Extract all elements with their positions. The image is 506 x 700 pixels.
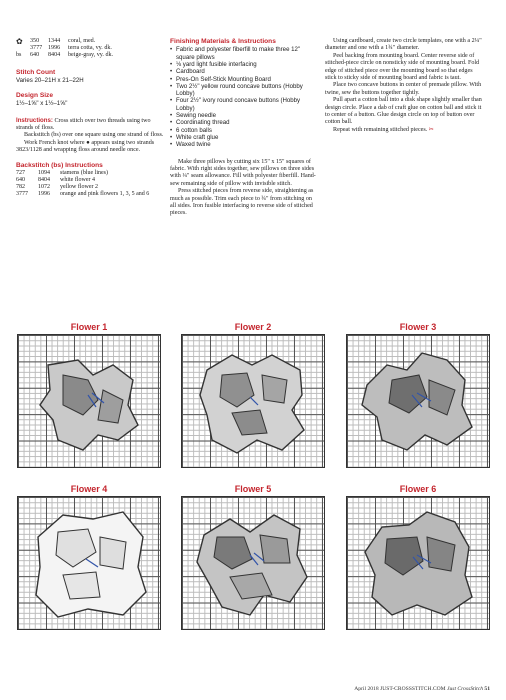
- stitch-grid: [346, 334, 490, 468]
- chart-flower-1: [16, 322, 162, 468]
- list-item: • Coordinating thread: [170, 119, 318, 126]
- backstitch-heading: Backstitch (bs) Instructions: [16, 161, 103, 169]
- instructions-paragraph: Backstitch (bs) over one square using one strand of floss.: [24, 132, 164, 139]
- backstitch-table: [16, 170, 164, 198]
- finishing-paragraph: Press stitched pieces from reverse side, straightening as much as possible. Trim each piece to ¾" from stitching on all sides. Iron fusible interfacing to reverse side of stitched pieces.: [170, 188, 314, 217]
- flower-pattern: [182, 497, 324, 629]
- chart-title: Flower 5: [234, 484, 272, 494]
- flower-marker-icon: ✿: [16, 37, 23, 46]
- chart-title: Flower 3: [399, 322, 437, 332]
- finishing-heading: Finishing Materials & Instructions: [170, 38, 276, 45]
- finishing-paragraph: Place two concave buttons in center of premade pillow. With twine, sew the buttons together tightly.: [325, 82, 482, 96]
- chart-title: Flower 6: [399, 484, 437, 494]
- page-number: 51: [484, 686, 490, 692]
- chart-flower-3: [345, 322, 491, 468]
- table-row: 727 1094 stamens (blue lines): [16, 170, 108, 177]
- list-item: • Waxed twine: [170, 141, 318, 148]
- legend-row: ✿ 350 1344 coral, med.: [16, 37, 96, 46]
- finishing-paragraph: Pull apart a cotton ball into a disk shape slightly smaller than design circle. Place a dab of craft glue on cotton ball and stick it to center of a button. Glue design circle on top of button over cotton ball.: [325, 97, 482, 126]
- list-item: • Pres-On Self-Stick Mounting Board: [170, 76, 318, 83]
- chart-title: Flower 2: [234, 322, 272, 332]
- chart-flower-6: [345, 484, 491, 630]
- finishing-paragraph: Using cardboard, create two circle templates, one with a 2¼" diameter and one with a 1¾" diameter.: [325, 38, 482, 52]
- stitch-count-heading: Stitch Count: [16, 69, 56, 76]
- stitch-count-text: Varies 20–21H x 21–22H: [16, 77, 84, 85]
- left-column: [16, 38, 164, 198]
- flower-pattern: [18, 497, 160, 629]
- list-item: • ⅛ yard light fusible interfacing: [170, 61, 318, 68]
- chart-flower-5: [180, 484, 326, 630]
- legend-row: bs 640 8404 beige-gray, vy. dk.: [16, 52, 114, 58]
- instructions: Instructions: Cross stitch over two threads using two strands of floss.: [16, 116, 151, 132]
- stitch-grid: [346, 496, 490, 630]
- chart-flower-2: [180, 322, 326, 468]
- stitch-grid: [181, 496, 325, 630]
- chart-title: Flower 1: [70, 322, 108, 332]
- end-mark-icon: ✂: [428, 126, 434, 133]
- list-item: • White craft glue: [170, 134, 318, 141]
- legend-row: 3777 1996 terra cotta, vy. dk.: [30, 45, 112, 51]
- instructions-paragraph: Work French knot where ● appears using two strands 3823/1128 and wrapping floss around needle once.: [16, 139, 155, 154]
- stitch-grid: [17, 334, 161, 468]
- stitch-grid: [181, 334, 325, 468]
- chart-flower-4: [16, 484, 162, 630]
- chart-title: Flower 4: [70, 484, 108, 494]
- finishing-paragraph: Make three pillows by cutting six 15" x 15" squares of fabric. With right sides together, sew pillows on three sides with ¼" seam allowance. Fill with polyester fiberfill. Hand-sew remaining side of pillow with invisible stitch.: [170, 158, 316, 187]
- page-footer: April 2018 JUST-CROSSSTITCH.COM Just CrossStitch 51: [354, 686, 490, 692]
- table-row: 3777 1996 orange and pink flowers 1, 3, 5 and 6: [16, 191, 150, 198]
- list-item: • Sewing needle: [170, 112, 318, 119]
- finishing-paragraph: Peel backing from mounting board. Center reverse side of stitched-piece circle on nonsticky side of mounting board. Fold edge of stitched piece over the mounting board so that edges stick to sticky side of mounting board and fabric is taut.: [325, 52, 480, 82]
- stitch-grid: [17, 496, 161, 630]
- design-size-text: 1½–1⅝" x 1½–1⅝": [16, 100, 68, 108]
- design-size-heading: Design Size: [16, 91, 54, 99]
- flower-pattern: [18, 335, 160, 467]
- flower-pattern: [347, 335, 489, 467]
- middle-column: [170, 38, 318, 218]
- list-item: • Two 2½" yellow round concave buttons (Hobby Lobby): [170, 83, 318, 98]
- flower-pattern: [182, 335, 324, 467]
- flower-pattern: [347, 497, 489, 629]
- table-row: 640 8404 white flower 4: [16, 177, 95, 184]
- instructions-heading: Instructions:: [16, 116, 53, 124]
- table-row: 782 1072 yellow flower 2: [16, 184, 98, 191]
- color-legend: [16, 38, 164, 59]
- list-item: • Four 2½" ivory round concave buttons (Hobby Lobby): [170, 97, 318, 112]
- list-item: • Cardboard: [170, 68, 318, 75]
- materials-list: [170, 46, 318, 148]
- finishing-paragraph: Repeat with remaining stitched pieces. ✂: [333, 126, 434, 133]
- list-item: • 6 cotton balls: [170, 127, 318, 134]
- list-item: • Fabric and polyester fiberfill to make three 12" square pillows: [170, 46, 318, 61]
- right-column: [325, 38, 483, 134]
